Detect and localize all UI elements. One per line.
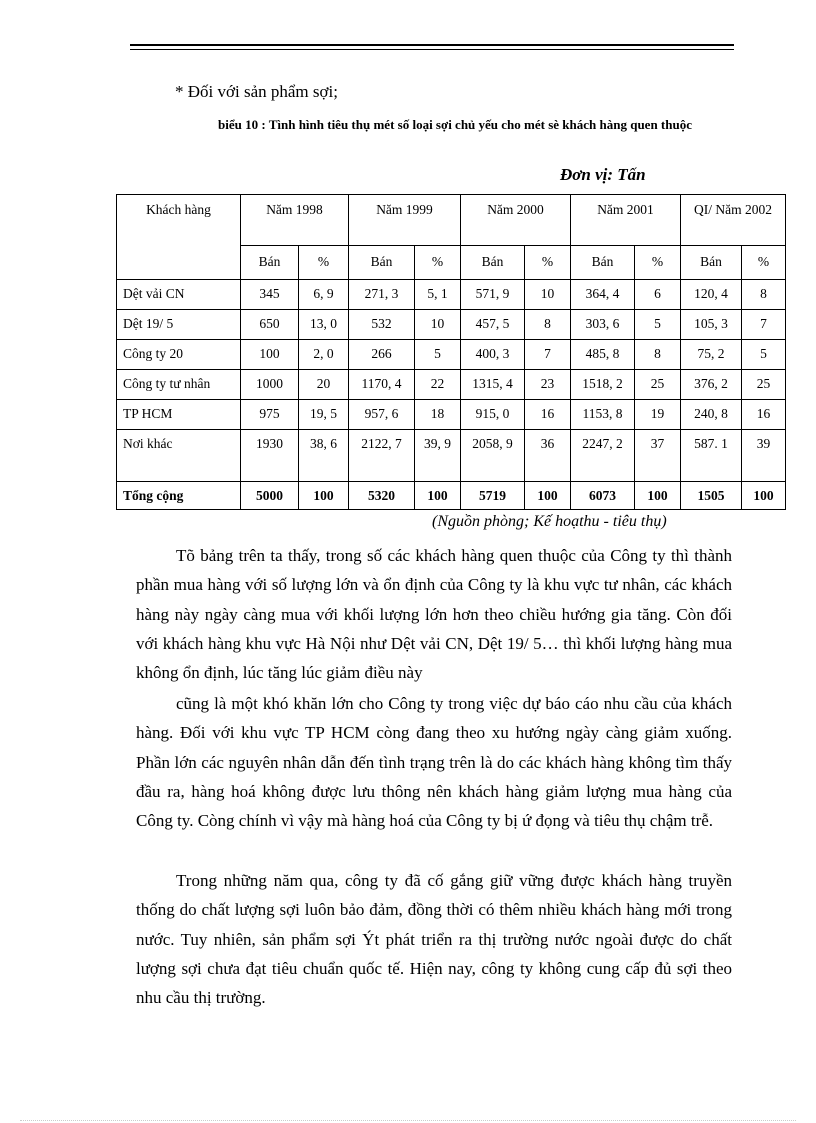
cell: 100 xyxy=(299,482,349,510)
row-name: Nơi khác xyxy=(117,430,241,482)
row-name: Dệt 19/ 5 xyxy=(117,310,241,340)
cell: 5320 xyxy=(349,482,415,510)
cell: 5719 xyxy=(461,482,525,510)
table-row xyxy=(117,280,786,310)
cell: 100 xyxy=(525,482,571,510)
year-header: Năm 1999 xyxy=(349,195,461,246)
year-header: Năm 1998 xyxy=(241,195,349,246)
cell: 5 xyxy=(415,340,461,370)
pct-subheader: % xyxy=(415,246,461,280)
cell: 5, 1 xyxy=(415,280,461,310)
customer-header: Khách hàng xyxy=(117,195,241,280)
cell: 303, 6 xyxy=(571,310,635,340)
paragraph-text: cũng là một khó khăn lớn cho Công ty trong việc dự báo cáo nhu cầu của khách hàng. Đối với khu vực TP HCM còng đang theo xu hướng ngày càng giảm xuống. Phần lớn các nguyên nhân dẫn đến tình trạng trên là do các khách hàng không tìm thấy đầu ra, hàng hoá không được lưu thông nên khách hàng giảm lượng mua hàng của Công ty. Còng chính vì vậy mà hàng hoá của Công ty bị ứ đọng và tiêu thụ chậm trễ. xyxy=(136,694,732,831)
table-row xyxy=(117,370,786,400)
cell: 1518, 2 xyxy=(571,370,635,400)
cell: 22 xyxy=(415,370,461,400)
cell: 38, 6 xyxy=(299,430,349,482)
paragraph: Tõ bảng trên ta thấy, trong số các khách hàng quen thuộc của Công ty thì thành phần mua hàng với số lượng lớn và ổn định của Công ty là khu vực tư nhân, các khách hàng này ngày càng mua với khối lượng lớn hơn theo chiều hướng gia tăng. Còn đối với khách hàng khu vực Hà Nội như Dệt vải CN, Dệt 19/ 5… thì khối lượng hàng mua không ổn định, lúc tăng lúc giảm điều này xyxy=(136,546,732,683)
cell: 400, 3 xyxy=(461,340,525,370)
cell: 6, 9 xyxy=(299,280,349,310)
cell: 100 xyxy=(241,340,299,370)
cell: 1505 xyxy=(681,482,742,510)
sale-subheader: Bán xyxy=(461,246,525,280)
cell: 18 xyxy=(415,400,461,430)
cell: 100 xyxy=(415,482,461,510)
header-rule xyxy=(130,44,734,50)
source-note: (Nguồn phòng; Kế hoạthu - tiêu thụ) xyxy=(432,513,667,530)
cell: 2058, 9 xyxy=(461,430,525,482)
year-header: Năm 2000 xyxy=(461,195,571,246)
cell: 485, 8 xyxy=(571,340,635,370)
cell: 39, 9 xyxy=(415,430,461,482)
cell: 19 xyxy=(635,400,681,430)
cell: 975 xyxy=(241,400,299,430)
cell: 571, 9 xyxy=(461,280,525,310)
cell: 532 xyxy=(349,310,415,340)
paragraph: Trong những năm qua, công ty đã cố gắng giữ vững được khách hàng truyền thống do chất lượng sợi luôn bảo đảm, đồng thời có thêm nhiều khách hàng mới trong nước. Tuy nhiên, sản phẩm sợi Ýt phát triển ra thị trường nước ngoài được do chất lượng sợi chưa đạt tiêu chuẩn quốc tế. Hiện nay, công ty không cung cấp đủ sợi theo nhu cầu thị trường. xyxy=(136,871,732,1008)
table-header-row xyxy=(117,195,786,246)
cell: 915, 0 xyxy=(461,400,525,430)
cell: 364, 4 xyxy=(571,280,635,310)
cell: 7 xyxy=(525,340,571,370)
row-name: Công ty tư nhân xyxy=(117,370,241,400)
sale-subheader: Bán xyxy=(571,246,635,280)
cell: 587. 1 xyxy=(681,430,742,482)
cell: 376, 2 xyxy=(681,370,742,400)
cell: 650 xyxy=(241,310,299,340)
row-name: Công ty 20 xyxy=(117,340,241,370)
cell: 2122, 7 xyxy=(349,430,415,482)
cell: 10 xyxy=(525,280,571,310)
cell: 16 xyxy=(742,400,786,430)
cell: 8 xyxy=(635,340,681,370)
table-caption: biểu 10 : Tình hình tiêu thụ mét số loại sợi chủ yếu cho mét sè khách hàng quen thuộc xyxy=(218,117,692,132)
cell: 266 xyxy=(349,340,415,370)
cell: 5 xyxy=(742,340,786,370)
cell: 1930 xyxy=(241,430,299,482)
table-row xyxy=(117,400,786,430)
cell: 957, 6 xyxy=(349,400,415,430)
row-name: Dệt vải CN xyxy=(117,280,241,310)
cell: 5 xyxy=(635,310,681,340)
year-header: QI/ Năm 2002 xyxy=(681,195,786,246)
table-row xyxy=(117,430,786,482)
cell: 36 xyxy=(525,430,571,482)
table-row xyxy=(117,310,786,340)
cell: 23 xyxy=(525,370,571,400)
cell: 457, 5 xyxy=(461,310,525,340)
pct-subheader: % xyxy=(635,246,681,280)
cell: 16 xyxy=(525,400,571,430)
cell: 100 xyxy=(635,482,681,510)
cell: 8 xyxy=(742,280,786,310)
cell: 2247, 2 xyxy=(571,430,635,482)
section-heading: * Đối với sản phẩm sợi; xyxy=(175,82,338,101)
cell: 75, 2 xyxy=(681,340,742,370)
cell: 5000 xyxy=(241,482,299,510)
cell: 1153, 8 xyxy=(571,400,635,430)
sale-subheader: Bán xyxy=(241,246,299,280)
cell: 10 xyxy=(415,310,461,340)
cell: 25 xyxy=(742,370,786,400)
cell: 1315, 4 xyxy=(461,370,525,400)
pct-subheader: % xyxy=(525,246,571,280)
total-row xyxy=(117,482,786,510)
unit-label: Đơn vị: Tấn xyxy=(560,165,646,184)
table-row xyxy=(117,340,786,370)
cell: 6 xyxy=(635,280,681,310)
year-header: Năm 2001 xyxy=(571,195,681,246)
row-name: TP HCM xyxy=(117,400,241,430)
footer-rule xyxy=(20,1120,796,1121)
cell: 19, 5 xyxy=(299,400,349,430)
cell: 7 xyxy=(742,310,786,340)
cell: 1000 xyxy=(241,370,299,400)
sale-subheader: Bán xyxy=(681,246,742,280)
cell: 271, 3 xyxy=(349,280,415,310)
cell: 6073 xyxy=(571,482,635,510)
row-name: Tổng cộng xyxy=(117,482,241,510)
cell: 100 xyxy=(742,482,786,510)
cell: 120, 4 xyxy=(681,280,742,310)
cell: 1170, 4 xyxy=(349,370,415,400)
pct-subheader: % xyxy=(742,246,786,280)
cell: 8 xyxy=(525,310,571,340)
cell: 2, 0 xyxy=(299,340,349,370)
sales-table xyxy=(116,194,786,510)
cell: 13, 0 xyxy=(299,310,349,340)
cell: 20 xyxy=(299,370,349,400)
sale-subheader: Bán xyxy=(349,246,415,280)
cell: 345 xyxy=(241,280,299,310)
cell: 37 xyxy=(635,430,681,482)
cell: 25 xyxy=(635,370,681,400)
paragraph xyxy=(136,689,732,835)
cell: 105, 3 xyxy=(681,310,742,340)
cell: 39 xyxy=(742,430,786,482)
cell: 240, 8 xyxy=(681,400,742,430)
pct-subheader: % xyxy=(299,246,349,280)
